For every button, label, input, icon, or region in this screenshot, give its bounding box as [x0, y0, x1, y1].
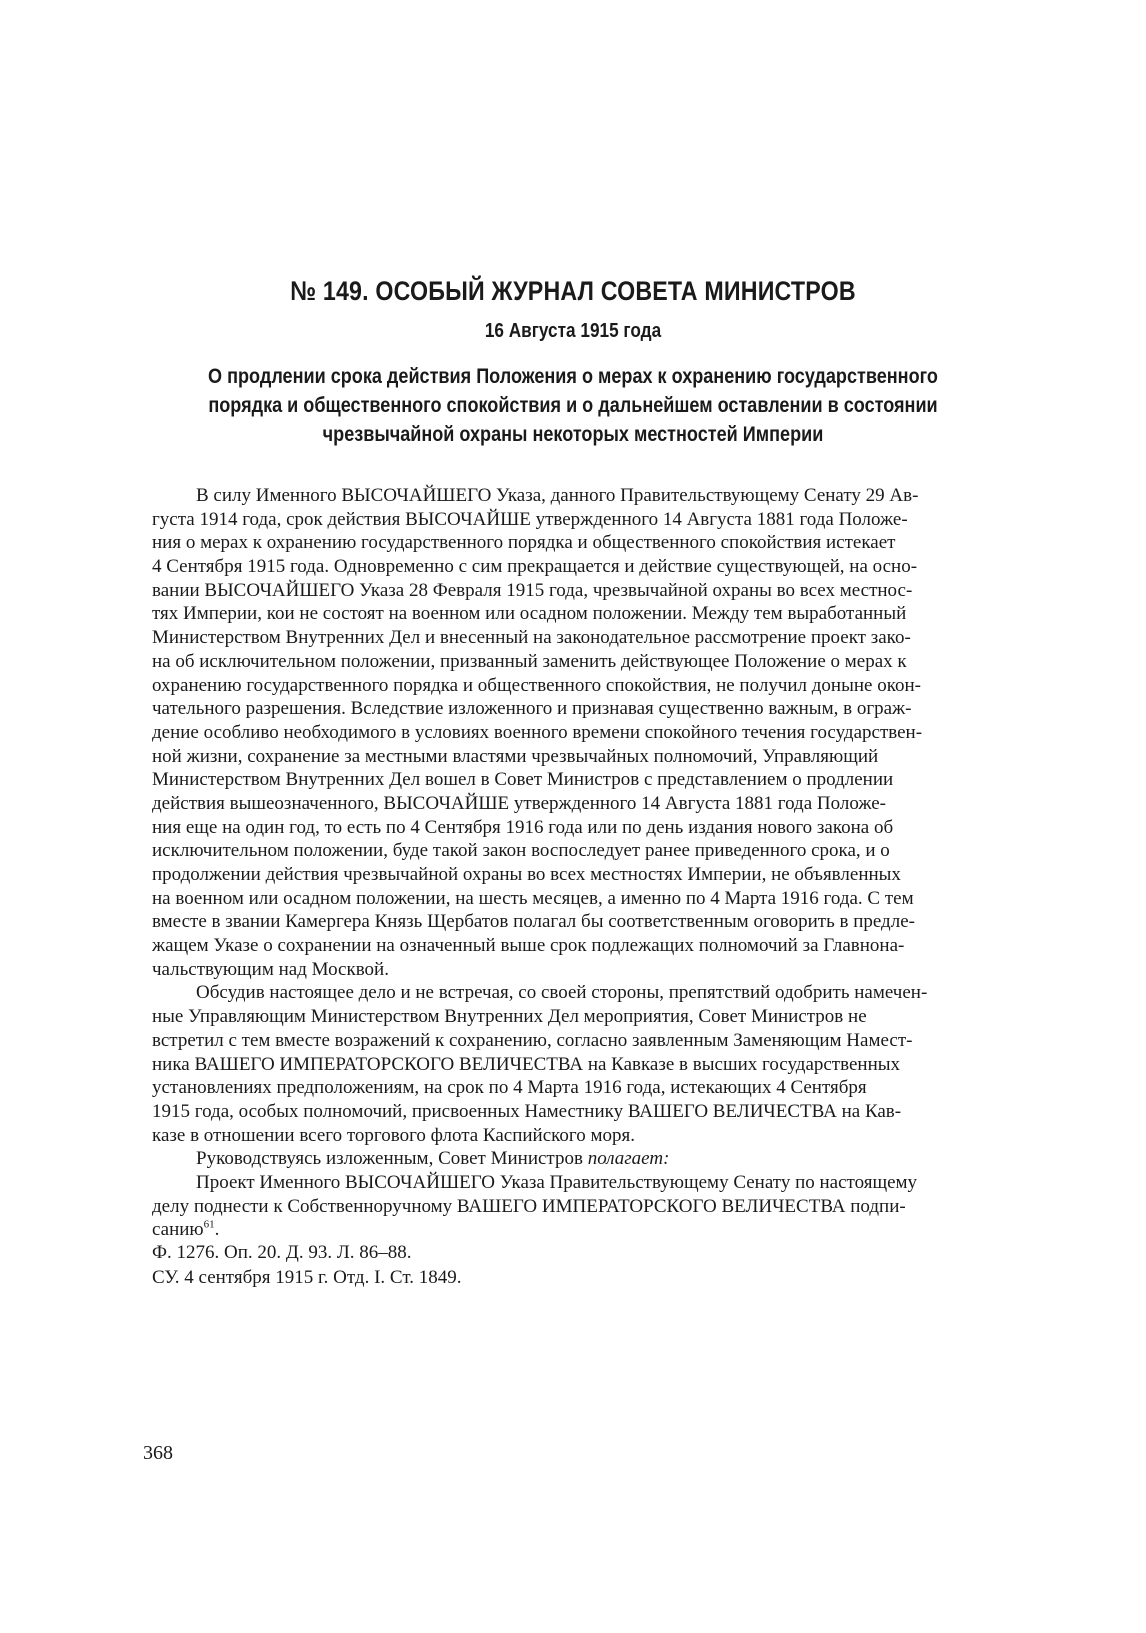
body-line: чательного разрешения. Вследствие изложенного и признавая существенно важным, в ограж- — [152, 698, 912, 720]
body-line: казе в отношении всего торгового флота Каспийского моря. — [152, 1124, 635, 1146]
body-line: дение особливо необходимого в условиях военного времени спокойного течения государствен- — [152, 721, 923, 743]
body-line: Министерством Внутренних Дел вошел в Совет Министров с представлением о продлении — [152, 769, 894, 791]
body-line: вании ВЫСОЧАЙШЕГО Указа 28 Февраля 1915 года, чрезвычайной охраны во всех местнос- — [152, 579, 913, 601]
resolution-line — [152, 1147, 1000, 1171]
body-line: продолжении действия чрезвычайной охраны во всех местностях Империи, не объявленных — [152, 864, 901, 885]
body-line: установлениях предположениям, на срок по 4 Марта 1916 года, истекающих 4 Сентября — [152, 1077, 867, 1099]
document-body — [152, 484, 1000, 1242]
body-line: вместе в звании Камергера Князь Щербатов полагал бы соответственным оговорить в предле- — [152, 911, 915, 933]
body-line: ния о мерах к охранению государственного порядка и общественного спокойствия истекает — [152, 532, 896, 554]
body-line: чальствующим над Москвой. — [152, 958, 389, 980]
resolution-last-text: санию — [152, 1219, 204, 1241]
body-line: Министерством Внутренних Дел и внесенный на законодательное рассмотрение проект зако- — [152, 627, 911, 649]
document-title: № 149. ОСОБЫЙ ЖУРНАЛ СОВЕТА МИНИСТРОВ — [290, 276, 856, 306]
resolution-verb: полагает: — [587, 1148, 670, 1170]
subject-line: чрезвычайной охраны некоторых местностей Империи — [322, 423, 824, 446]
body-line: ные Управляющим Министерством Внутренних Дел мероприятия, Совет Министров не — [152, 1006, 867, 1028]
page-number: 368 — [143, 1442, 173, 1464]
resolution-lead: Руководствуясь изложенным, Совет Министров — [196, 1148, 588, 1170]
resolution-line: санию$^{61}$. — [152, 1218, 220, 1241]
body-line: тях Империи, кои не состоят на военном или осадном положении. Между тем выработанный — [152, 603, 907, 625]
body-line: охранению государственного порядка и общественного спокойствия, не получил доныне окон- — [152, 674, 921, 696]
body-line: на военном или осадном положении, на шесть месяцев, а именно по 4 Марта 1916 года. С тем — [152, 887, 914, 909]
body-line: действия вышеозначенного, ВЫСОЧАЙШЕ утвержденного 14 Августа 1881 года Положе- — [152, 792, 887, 814]
body-line: на об исключительном положении, призванный заменить действующее Положение о мерах к — [152, 650, 907, 672]
publication-reference: СУ. 4 сентября 1915 г. Отд. I. Ст. 1849. — [152, 1267, 462, 1288]
body-line: 1915 года, особых полномочий, присвоенных Наместнику ВАШЕГО ВЕЛИЧЕСТВА на Кав- — [152, 1100, 902, 1122]
body-line: исключительном положении, буде такой закон воспоследует ранее приведенного срока, и о — [152, 840, 890, 862]
resolution-line: делу поднести к Собственноручному ВАШЕГО ИМПЕРАТОРСКОГО ВЕЛИЧЕСТВА подпи- — [152, 1195, 906, 1217]
body-line: жащем Указе о сохранении на означенный выше срок подлежащих полномочий за Главнона- — [152, 935, 905, 957]
body-line: ния еще на один год, то есть по 4 Сентября 1916 года или по день издания нового закона об — [152, 816, 894, 838]
subject-line: О продлении срока действия Положения о мерах к охранению государственного — [208, 365, 938, 388]
body-line: 4 Сентября 1915 года. Одновременно с сим прекращается и действие существующей, на осно- — [152, 556, 918, 578]
body-line: густа 1914 года, срок действия ВЫСОЧАЙШЕ утвержденного 14 Августа 1881 года Положе- — [152, 508, 908, 530]
body-line: Обсудив настоящее дело и не встречая, со своей стороны, препятствий одобрить намечен- — [196, 982, 928, 1004]
archive-reference: Ф. 1276. Оп. 20. Д. 93. Л. 86–88. — [152, 1242, 412, 1263]
body-line: встретил с тем вместе возражений к сохранению, согласно заявленным Заменяющим Намест- — [152, 1029, 913, 1051]
body-line: В силу Именного ВЫСОЧАЙШЕГО Указа, данного Правительствующему Сенату 29 Ав- — [196, 485, 919, 506]
resolution-line: Проект Именного ВЫСОЧАЙШЕГО Указа Правительствующему Сенату по настоящему — [196, 1171, 918, 1193]
source-references — [152, 1240, 461, 1290]
document-subject — [120, 362, 1026, 449]
document-date: 16 Августа 1915 года — [484, 320, 662, 342]
body-line: ника ВАШЕГО ИМПЕРАТОРСКОГО ВЕЛИЧЕСТВА на Кавказе в высших государственных — [152, 1053, 901, 1075]
footnote-marker: 61 — [203, 1218, 215, 1231]
subject-line: порядка и общественного спокойствия и о дальнейшем оставлении в состоянии — [208, 394, 938, 417]
body-line: ной жизни, сохранение за местными властями чрезвычайных полномочий, Управляющий — [152, 745, 879, 767]
